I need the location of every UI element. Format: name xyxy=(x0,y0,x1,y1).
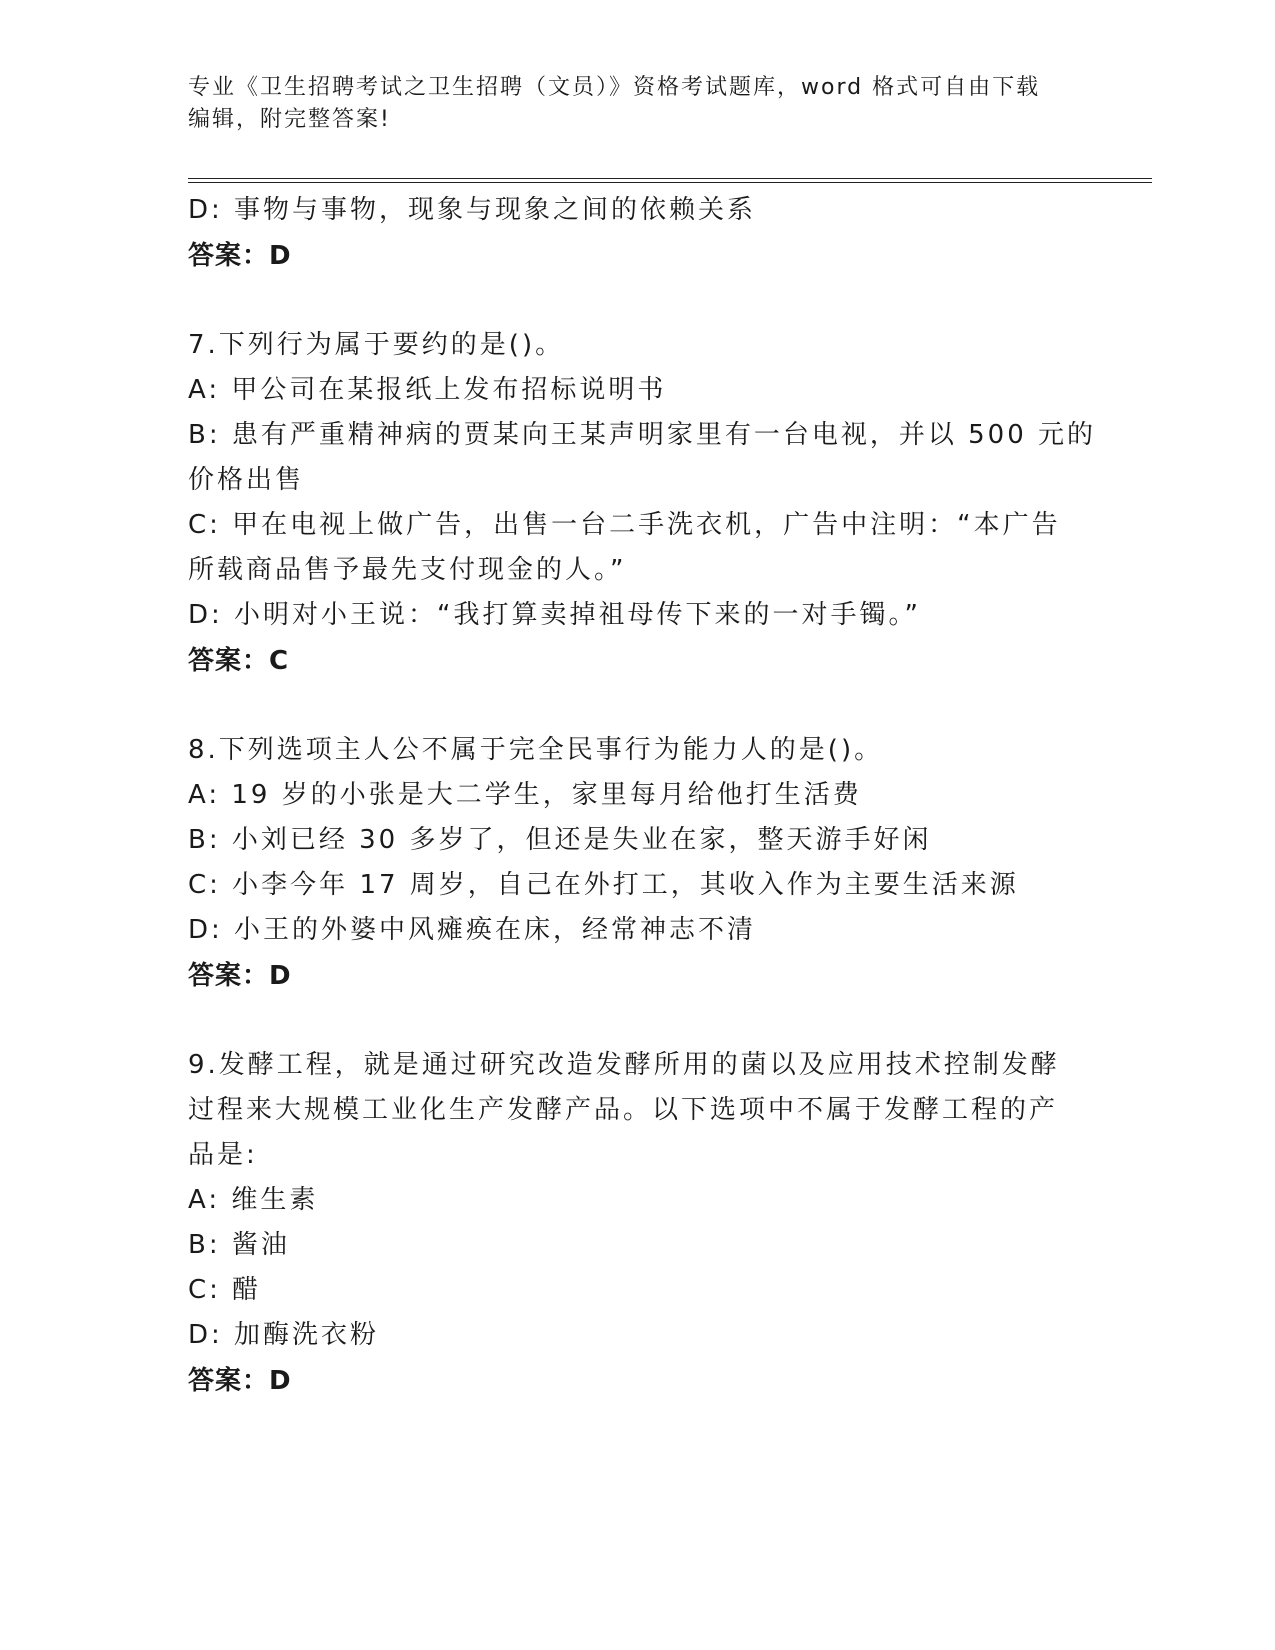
option-d: D: 小王的外婆中风瘫痪在床，经常神志不清 xyxy=(188,915,757,945)
option-b: B: 患有严重精神病的贾某向王某声明家里有一台电视，并以 500 元的 xyxy=(188,420,1097,450)
option-c: C: 醋 xyxy=(188,1275,262,1305)
document-header xyxy=(188,72,1068,136)
option-d: D: 事物与事物，现象与现象之间的依赖关系 xyxy=(188,195,757,225)
answer: 答案：D xyxy=(188,1366,292,1396)
option-a: A: 19 岁的小张是大二学生，家里每月给他打生活费 xyxy=(188,780,862,810)
answer: 答案：D xyxy=(188,241,292,271)
option-b: B: 小刘已经 30 多岁了，但还是失业在家，整天游手好闲 xyxy=(188,825,932,855)
header-line-1: 专业《卫生招聘考试之卫生招聘（文员）》资格考试题库，word 格式可自由下载 xyxy=(188,75,1041,100)
question-7 xyxy=(188,323,1097,684)
option-c-continued: 所载商品售予最先支付现金的人。” xyxy=(188,555,627,585)
question-stem-continued: 过程来大规模工业化生产发酵产品。以下选项中不属于发酵工程的产 xyxy=(188,1095,1059,1125)
option-d: D: 加酶洗衣粉 xyxy=(188,1320,380,1350)
option-b: B: 酱油 xyxy=(188,1230,290,1260)
question-9 xyxy=(188,1043,1088,1404)
header-line-2: 编辑，附完整答案! xyxy=(188,107,391,132)
option-b-continued: 价格出售 xyxy=(188,465,305,495)
option-c: C: 小李今年 17 周岁，自己在外打工，其收入作为主要生活来源 xyxy=(188,870,1019,900)
question-6-tail xyxy=(188,188,1088,279)
option-c: C: 甲在电视上做广告，出售一台二手洗衣机，广告中注明：“本广告 xyxy=(188,510,1061,540)
option-a: A: 甲公司在某报纸上发布招标说明书 xyxy=(188,375,667,405)
answer: 答案：D xyxy=(188,961,292,991)
question-stem-continued: 品是: xyxy=(188,1140,258,1170)
answer: 答案：C xyxy=(188,646,290,676)
question-stem: 7.下列行为属于要约的是()。 xyxy=(188,330,565,360)
option-d: D: 小明对小王说：“我打算卖掉祖母传下来的一对手镯。” xyxy=(188,600,921,630)
document-body xyxy=(188,188,1097,1404)
header-divider xyxy=(188,178,1152,183)
question-8 xyxy=(188,728,1088,999)
option-a: A: 维生素 xyxy=(188,1185,319,1215)
question-stem: 8.下列选项主人公不属于完全民事行为能力人的是()。 xyxy=(188,735,884,765)
question-stem: 9.发酵工程，就是通过研究改造发酵所用的菌以及应用技术控制发酵 xyxy=(188,1050,1060,1080)
